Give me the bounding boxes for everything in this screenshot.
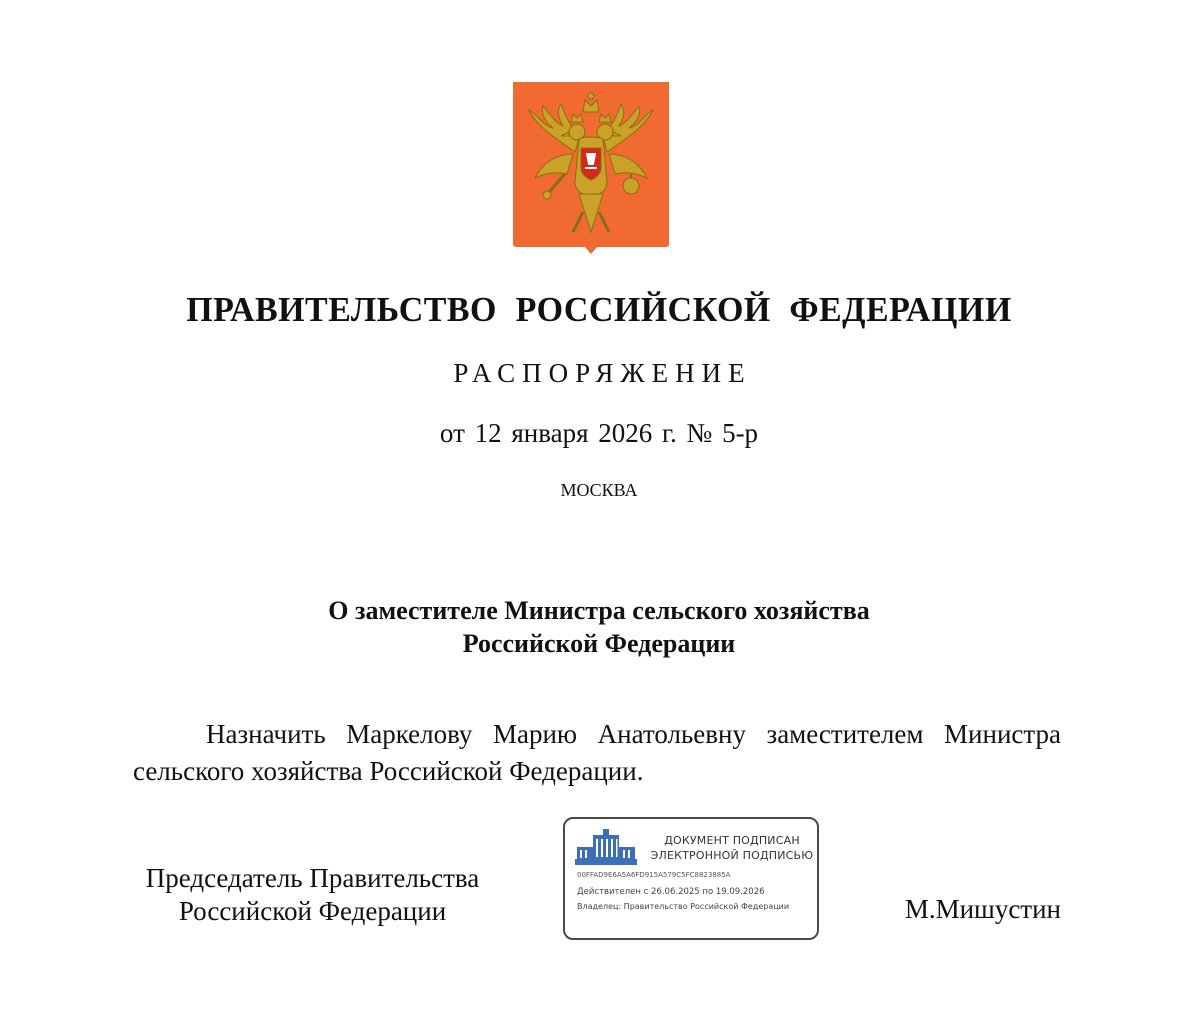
document-type: РАСПОРЯЖЕНИЕ xyxy=(453,358,752,388)
stamp-owner: Владелец: Правительство Российской Федерации xyxy=(577,902,790,911)
signer-position-line-2: Российской Федерации xyxy=(178,896,447,926)
coat-of-arms-emblem xyxy=(513,82,669,254)
subject-line-1: О заместителе Министра сельского хозяйства xyxy=(328,596,870,625)
subject-line-2: Российской Федерации xyxy=(462,629,736,658)
signer-position-line-1: Председатель Правительства xyxy=(145,863,480,893)
electronic-signature-stamp xyxy=(563,817,819,940)
signer-name: М.Мишустин xyxy=(904,894,1061,924)
stamp-heading-line-1: ДОКУМЕНТ ПОДПИСАН xyxy=(664,834,800,847)
document-city: МОСКВА xyxy=(560,480,638,500)
document-date-number: от 12 января 2026 г. № 5-р xyxy=(439,418,759,448)
stamp-certificate: 00FFAD9E6A5A6FD915A579C5FC8823885A xyxy=(577,871,731,879)
stamp-heading xyxy=(647,833,817,863)
government-building-icon xyxy=(575,829,637,869)
russian-coat-of-arms-icon xyxy=(513,82,669,254)
document-subject xyxy=(0,594,1198,660)
signer-position xyxy=(120,862,505,928)
stamp-heading-line-2: ЭЛЕКТРОННОЙ ПОДПИСЬЮ xyxy=(650,849,814,862)
document-body: Назначить Маркелову Марию Анатольевну заместителем Министра сельского хозяйства Российской Федерации. xyxy=(133,719,1061,786)
government-title: ПРАВИТЕЛЬСТВО РОССИЙСКОЙ ФЕДЕРАЦИИ xyxy=(186,290,1012,329)
stamp-validity: Действителен с 26.06.2025 по 19.09.2026 xyxy=(577,887,765,897)
